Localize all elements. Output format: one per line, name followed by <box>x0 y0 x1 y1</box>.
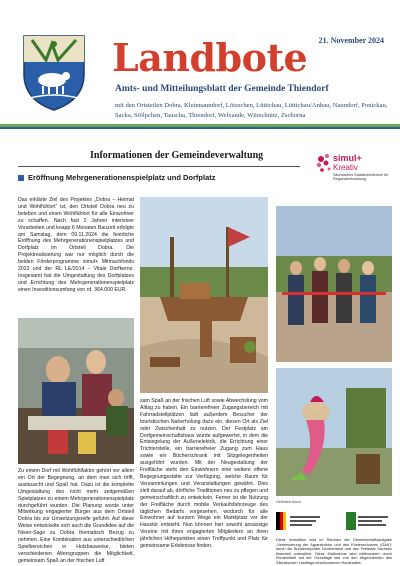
simul-logo-sub: Kreativ <box>333 163 358 172</box>
coat-of-arms-icon <box>22 34 86 112</box>
simul-logo-tagline: Sächsisches Staatsministerium für Regionalentwicklung <box>333 173 388 182</box>
article-text-col1: Das erklärte Ziel des Projektes „Dobra – Heimat und Wohlfühlort“ ist, den Ortsteil Dobra neu zu beleben und einen Wohlfühlort für alle Einwohner zu schaffen. Nach fast 2 Jahren intensiver Vorarbeiten und knapp 6 Monaten Bauzeit erfolgte am Samstag, dem 09.11.2024 die feierliche Eröffnung des Mehrgenerationenspielplatzes und Dorfplatz im Ortsteil Dobra. Die Projektrealisierung war nur möglich durch die beiden Förderprogramme simul+ Mitmachfonds 2022 und der RL LE/2014 – Vitale Dorfkerne. Insgesamt hat die Umgestaltung des Dorfplatzes und Errichtung des Mehrgenerationenspielplatz einen Investitionsumfang von rd. 364.000 EUR. <box>18 197 134 293</box>
newspaper-subtitle: Amts- und Mitteilungsblatt der Gemeinde Thiendorf <box>115 84 329 94</box>
funding-logos-icon <box>276 508 392 534</box>
article-headline <box>18 173 216 182</box>
bullet-square-icon <box>18 175 24 181</box>
section-title: Informationen der Gemeindeverwaltung <box>90 150 264 161</box>
masthead-divider-blue <box>0 127 400 129</box>
issue-date: 21. November 2024 <box>318 36 384 45</box>
photo-playground <box>140 197 268 393</box>
photo-mermaid-sculpture <box>276 368 392 496</box>
funding-caption: Gefördert durch <box>276 500 302 504</box>
article-text-col1b: Zu einem Dorf mit Wohlfühlfaktor gehört vor allem ein Ort der Begegnung, an dem man sich trifft, austauscht und Spaß hat. Dazu ist die komplette Umgestaltung des nicht mehr zeitgemäßen Spielplatzes zu einem Mehrgenerationenspielplatz durchgeführt wurden. Die Planung wurde unter Mitwirkung engagierter Bürger aus dem Ortsteil Dobra bis zur Umsetzungsreife geführt. Auf diese Weise entwickelte sich auch die Grundidee auf die Nixen-Sage zu Dobra thematisch Bezug zu nehmen. Eine Kombination aus unterschiedlichen Spielbereichen in Holzbauweise, bieten verschiedenen Altersgruppen die Möglichkeit, gemeinsam Spaß an der frischen Luft <box>18 468 134 564</box>
masthead <box>0 0 400 140</box>
article-headline-text: Eröffnung Mehrgenerationenspielplatz und Dorfplatz <box>28 173 216 182</box>
funding-notice-text: Diese Investition wird im Rahmen der Gemeinschaftsaufgabe „Verbesserung der Agrarstruktur und des Küstenschutzes (GAK)“ durch die Bundesrepublik Deutschland und den Freistaat Sachsen finanziell unterstützt. Diese Maßnahme wird mitfinanziert durch Steuermittel auf der Grundlage des von den Abgeordneten des Sächsischen Landtags beschlossenen Haushaltes. <box>276 538 392 565</box>
section-rule <box>18 166 300 167</box>
simul-logo-word: simul+ <box>333 153 362 163</box>
article-text-col2: sam Spaß an der frischen Luft sowie Abwechslung vom Alltag zu haben. Ein barrierefreier Zugangsbereich mit Fahrradstellplätzen lädt außerdem Besucher der touristischen Naherholung dazu ein, diesen Ort als Ziel oder Zwischenhalt zu nutzen. Der Festplatz am Dorfgemeinschaftshaus wurde aufgewertet, in dem die Entsiegelung der Außenelektrik, die Errichtung einer Trichterstelle, ein barrierefreier Zugang zum Haus sowie ein Bücherschrank mit Sitzgelegenheiten ausgeführt wurden. Mit der Neugestaltung der Freifläche steht den Einwohnern eine weitere offene Begegnungsstätte zur Verfügung, welche Raum für Versammlungen und Veranstaltungen gewährt. Dies zielt darauf ab, dörfliche Traditionen neu zu pflegen und gemeinschaftlich zu entwickeln. Ferner ist die Nutzung der Freifläche durch mobile Verkaufsfahrzeuge des täglichen Bedarfs vorgesehen, wodurch für alle Einwohner auf kurzem Wege ein Marktplatz vor der Haustür entsteht. Nun können hier sowohl ansässige Vereine mit ihren engagierten Mitgliedern an ihren jährlichen Höhepunkten einen Treffpunkt und Platz für gemeinsame Erlebnisse finden. <box>140 398 268 550</box>
newspaper-title: Landbote <box>112 35 308 80</box>
village-list: mit den Ortsteilen Dobra, Kleinnaundorf, Lötzschen, Lüttichau, Lüttichau/Anbau, Naundorf, Ponickau, Sacka, Stölpchen, Tauscha, Thiendorf, Welxande, Würschnitz, Zschorna <box>115 102 388 119</box>
photo-ribbon-cutting-group <box>276 206 392 362</box>
photo-people-at-table <box>18 318 134 464</box>
